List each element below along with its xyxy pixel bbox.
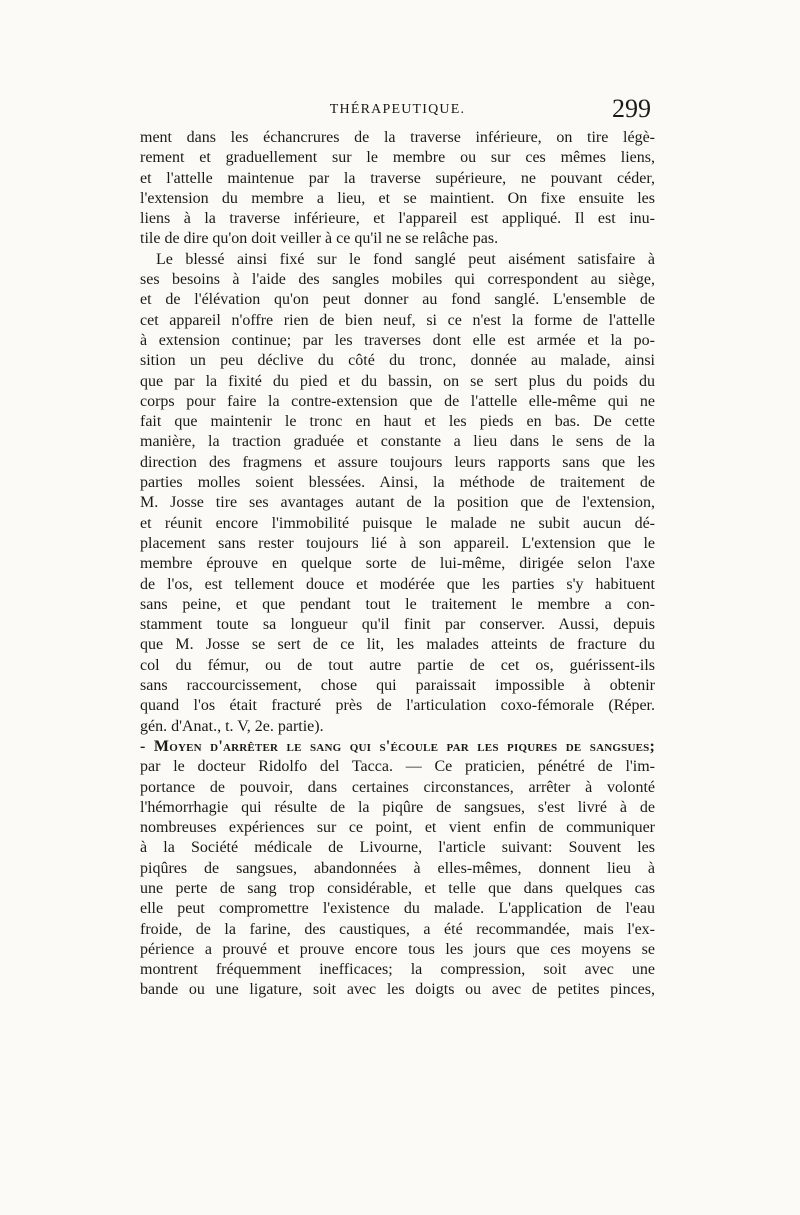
text-line: elle peut compromettre l'existence du malade. L'application de l'eau [140, 900, 655, 918]
text-line: tile de dire qu'on doit veiller à ce qu'il ne se relâche pas. [140, 230, 499, 248]
text-line: l'hémorrhagie qui résulte de la piqûre de sangsues, s'est livré à de [140, 798, 655, 816]
text-line: parties molles soient blessées. Ainsi, la méthode de traitement de [140, 474, 655, 492]
text-line: rement et graduellement sur le membre ou sur ces mêmes liens, [140, 149, 655, 167]
text-line: et de l'élévation qu'on peut donner au fond sanglé. L'ensemble de [140, 291, 655, 309]
text-line: nombreuses expériences sur ce point, et vient enfin de communiquer [140, 819, 655, 837]
text-line: piqûres de sangsues, abandonnées à elles-mêmes, donnent lieu à [140, 859, 655, 877]
text-line: périence a prouvé et prouve encore tous les jours que ces moyens se [140, 940, 655, 958]
text-line: portance de pouvoir, dans certaines circonstances, arrêter à volonté [140, 778, 655, 796]
text-line: corps pour faire la contre-extension que de l'attelle elle-même qui ne [140, 392, 655, 410]
text-line: montrent fréquemment inefficaces; la compression, soit avec une [140, 961, 655, 979]
text-line: membre éprouve en quelque sorte de lui-même, dirigée selon l'axe [140, 555, 655, 573]
text-line: placement sans rester toujours lié à son appareil. L'extension que le [140, 534, 655, 552]
text-line: sition un peu déclive du côté du tronc, donnée au malade, ainsi [140, 352, 655, 370]
text-line: stamment toute sa longueur qu'il finit par conserver. Aussi, depuis [140, 616, 655, 634]
text-line: quand l'os était fracturé près de l'articulation coxo-fémorale (Réper. [140, 697, 655, 715]
section-heading-line: - Moyen d'arrêter le sang qui s'écoule par les piqures de sangsues; [140, 737, 655, 755]
text-line: manière, la traction graduée et constante a lieu dans le sens de la [140, 433, 655, 451]
text-line: sans raccourcissement, chose qui paraissait impossible à obtenir [140, 677, 655, 695]
running-head: THÉRAPEUTIQUE. [329, 102, 466, 117]
text-line: cet appareil n'offre rien de bien neuf, si ce n'est la forme de l'attelle [140, 311, 655, 329]
text-line: l'extension du membre a lieu, et se maintient. On fixe ensuite les [140, 189, 655, 207]
text-line: direction des fragmens et assure toujours leurs rapports sans que les [140, 453, 655, 471]
text-line: par le docteur Ridolfo del Tacca. — Ce praticien, pénétré de l'im- [140, 758, 655, 776]
text-line: col du fémur, ou de tout autre partie de cet os, guérissent-ils [140, 656, 655, 674]
text-line: que M. Josse se sert de ce lit, les malades atteints de fracture du [140, 636, 655, 654]
text-line: bande ou une ligature, soit avec les doigts ou avec de petites pinces, [140, 981, 655, 999]
text-line: ment dans les échancrures de la traverse inférieure, on tire légè- [140, 129, 655, 146]
text-line: Le blessé ainsi fixé sur le fond sanglé peut aisément satisfaire à [156, 250, 655, 268]
text-line: liens à la traverse inférieure, et l'appareil est appliqué. Il est inu- [140, 210, 655, 228]
page-header [140, 96, 655, 126]
text-line: sans peine, et que pendant tout le traitement le membre a con- [140, 595, 655, 613]
text-line: à extension continue; par les traverses dont elle est armée et la po- [140, 331, 655, 349]
text-line: de l'os, est tellement douce et modérée que les parties s'y habituent [140, 575, 655, 593]
text-line: fait que maintenir le tronc en haut et les pieds en bas. De cette [140, 413, 655, 431]
text-line: et réunit encore l'immobilité puisque le malade ne subit aucun dé- [140, 514, 655, 532]
text-line: gén. d'Anat., t. V, 2e. partie). [140, 717, 324, 735]
text-line: froide, de la farine, des caustiques, a été recommandée, mais l'ex- [140, 920, 655, 938]
text-line: et l'attelle maintenue par la traverse supérieure, ne pouvant céder, [140, 169, 655, 187]
body-text [140, 128, 655, 1001]
page-number: 299 [612, 94, 651, 123]
text-line: ses besoins à l'aide des sangles mobiles qui correspondent au siège, [140, 271, 655, 289]
text-line: M. Josse tire ses avantages autant de la position que de l'extension, [140, 494, 655, 512]
text-line: une perte de sang trop considérable, et telle que dans quelques cas [140, 879, 655, 897]
text-line: que par la fixité du pied et du bassin, on se sert plus du poids du [140, 372, 655, 390]
text-line: à la Société médicale de Livourne, l'article suivant: Souvent les [140, 839, 655, 857]
